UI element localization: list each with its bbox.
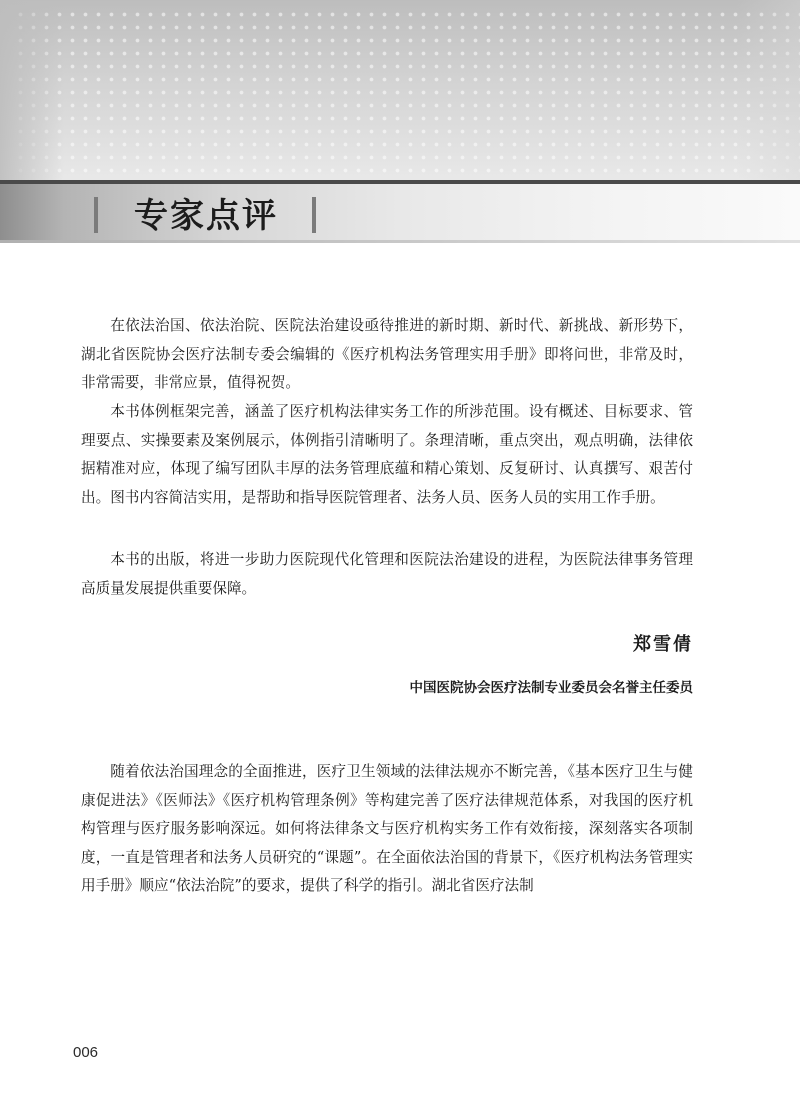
- section-title: 专家点评: [134, 196, 278, 236]
- dot-pattern-fade: [0, 0, 800, 182]
- header-dot-pattern-band: [0, 0, 800, 182]
- title-left-bar: [94, 197, 98, 233]
- review2-paragraph-1: 随着依法治国理念的全面推进，医疗卫生领域的法律法规亦不断完善，《基本医疗卫生与健康促进法》《医师法》《医疗机构管理条例》等构建完善了医疗法律规范体系，对我国的医疗机构管理与医疗服务影响深远。如何将法律条文与医疗机构实务工作有效衔接，深刻落实各项制度，一直是管理者和法务人员研究的“课题”。在全面依法治国的背景下，《医疗机构法务管理实用手册》顺应“依法治院”的要求，提供了科学的指引。湖北省医疗法制: [81, 763, 693, 894]
- reviewer-name: 郑雪倩: [633, 634, 693, 655]
- title-right-bar: [312, 197, 316, 233]
- page-number: 006: [73, 1044, 99, 1061]
- review1-paragraph-2: 本书体例框架完善，涵盖了医疗机构法律实务工作的所涉范围。设有概述、目标要求、管理要点、实操要素及案例展示，体例指引清晰明了。条理清晰，重点突出，观点明确，法律依据精准对应，体现了编写团队丰厚的法务管理底蕴和精心策划、反复研讨、认真撰写、艰苦付出。图书内容简洁实用，是帮助和指导医院管理者、法务人员、医务人员的实用工作手册。: [81, 403, 693, 506]
- reviewer-title: 中国医院协会医疗法制专业委员会名誉主任委员: [409, 680, 693, 696]
- review1-paragraph-1: 在依法治国、依法治院、医院法治建设亟待推进的新时期、新时代、新挑战、新形势下，湖北省医院协会医疗法制专委会编辑的《医疗机构法务管理实用手册》即将问世，非常及时，非常需要，非常应景，值得祝贺。: [81, 317, 693, 391]
- review1-paragraph-3: 本书的出版，将进一步助力医院现代化管理和医院法治建设的进程，为医院法律事务管理高质量发展提供重要保障。: [81, 551, 693, 597]
